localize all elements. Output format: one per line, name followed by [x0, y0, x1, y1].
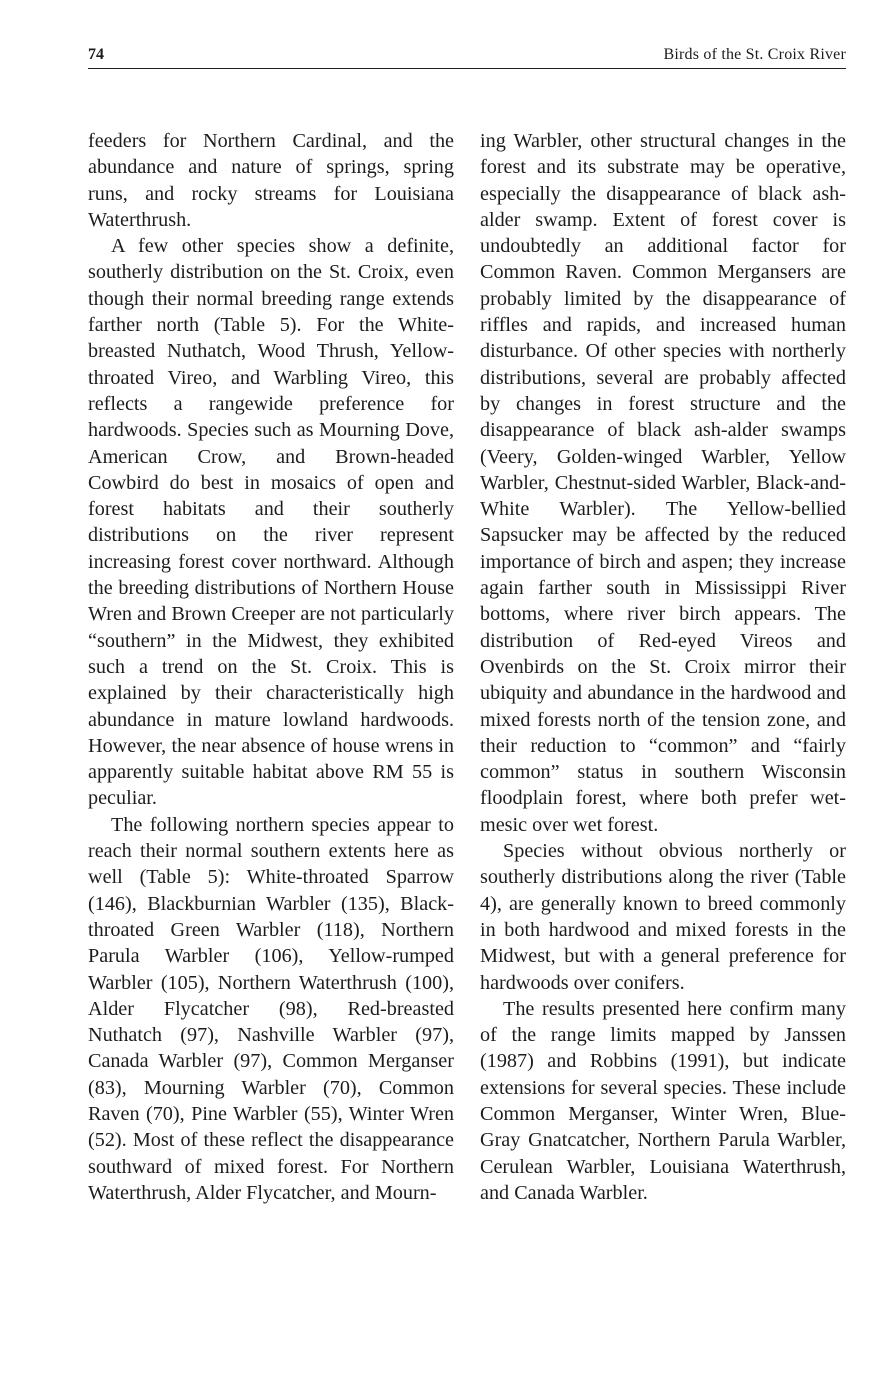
right-paragraph-3: The results presented here confirm many of the range limits mapped by Janssen (1987) and Robbins (1991), but indicate extensions for several species. These include Common Merganser, Winter Wren, Blue-Gray Gnatcatcher, Northern Parula Warbler, Cerulean Warbler, Louisiana Waterthrush, and Canada Warbler.: [480, 997, 846, 1204]
running-head: [88, 44, 846, 69]
page-number: 74: [88, 46, 104, 63]
right-column: [480, 128, 846, 1206]
right-paragraph-2: Species without obvious northerly or southerly distributions along the river (Table 4), are generally known to breed commonly in both hardwood and mixed forests in the Midwest, but with a general preference for hardwoods over conifers.: [480, 840, 846, 994]
left-paragraph-2: A few other species show a definite, southerly distribution on the St. Croix, even though their normal breeding range extends farther north (Table 5). For the White-breasted Nuthatch, Wood Thrush, Yellow-throated Vireo, and Warbling Vireo, this reflects a rangewide preference for hardwoods. Species such as Mourning Dove, American Crow, and Brown-headed Cowbird do best in mosaics of open and forest habitats and their southerly distributions on the river represent increasing forest cover northward. Although the breeding distributions of Northern House Wren and Brown Creeper are not particularly “southern” in the Midwest, they exhibited such a trend on the St. Croix. This is explained by their characteristically high abundance in mature lowland hardwoods. However, the near absence of house wrens in apparently suitable habitat above RM 55 is peculiar.: [88, 235, 454, 810]
left-paragraph-1: feeders for Northern Cardinal, and the abundance and nature of springs, spring runs, and rocky streams for Louisiana Waterthrush.: [88, 130, 454, 231]
left-column: [88, 128, 454, 1206]
running-title: Birds of the St. Croix River: [663, 46, 846, 63]
left-paragraph-3: The following northern species appear to reach their normal southern extents here as well (Table 5): White-throated Sparrow (146), Blackburnian Warbler (135), Black-throated Green Warbler (118), Northern Parula Warbler (106), Yellow-rumped Warbler (105), Northern Waterthrush (100), Alder Flycatcher (98), Red-breasted Nuthatch (97), Nashville Warbler (97), Canada Warbler (97), Common Merganser (83), Mourning Warbler (70), Common Raven (70), Pine Warbler (55), Winter Wren (52). Most of these reflect the disappearance southward of mixed forest. For Northern Waterthrush, Alder Flycatcher, and Mourn-: [88, 813, 454, 1204]
right-paragraph-1: ing Warbler, other structural changes in the forest and its substrate may be operative, especially the disappearance of black ash-alder swamp. Extent of forest cover is undoubtedly an additional factor for Common Raven. Common Mergansers are probably limited by the disappearance of riffles and rapids, and increased human disturbance. Of other species with northerly distributions, several are probably affected by changes in forest structure and the disappearance of black ash-alder swamps (Veery, Golden-winged Warbler, Yellow Warbler, Chestnut-sided Warbler, Black-and-White Warbler). The Yellow-bellied Sapsucker may be affected by the reduced importance of birch and aspen; they increase again farther south in Mississippi River bottoms, where river birch appears. The distribution of Red-eyed Vireos and Ovenbirds on the St. Croix mirror their ubiquity and abundance in the hardwood and mixed forests north of the tension zone, and their reduction to “common” and “fairly common” status in southern Wisconsin floodplain forest, where both prefer wet-mesic over wet forest.: [480, 130, 846, 836]
